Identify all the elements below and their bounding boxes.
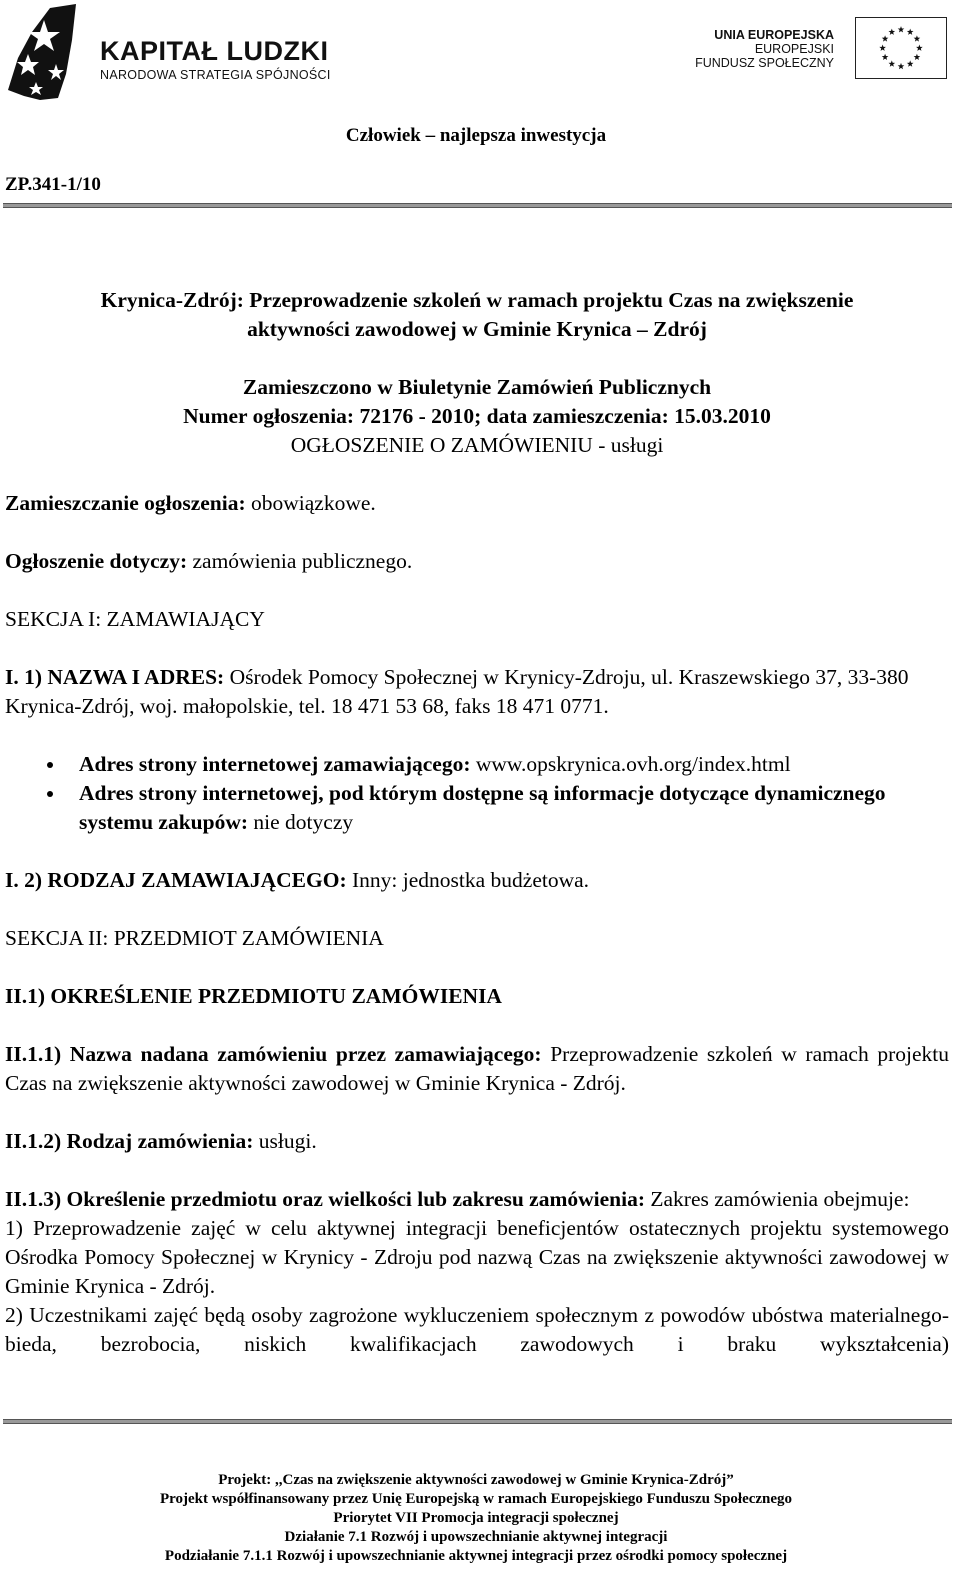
bullet-icon bbox=[47, 762, 53, 768]
website-label: Adres strony internetowej zamawiającego: bbox=[79, 752, 471, 776]
contract-kind-label: II.1.2) Rodzaj zamówienia: bbox=[5, 1129, 254, 1153]
notice-type: OGŁOSZENIE O ZAMÓWIENIU - usługi bbox=[290, 433, 664, 457]
eu-star-icon bbox=[888, 60, 895, 66]
motto: Człowiek – najlepsza inwestycja bbox=[345, 125, 607, 146]
logo-title: KAPITAŁ LUDZKI bbox=[100, 36, 329, 66]
notice-title bbox=[5, 286, 949, 344]
reference-number: ZP.341-1/10 bbox=[5, 174, 101, 195]
contracting-authority-name bbox=[5, 663, 949, 721]
page-header bbox=[0, 0, 960, 210]
contract-name-label: II.1.1) Nazwa nadana zamówieniu przez zamawiającego: bbox=[5, 1042, 542, 1066]
website-link[interactable]: www.opskrynica.ovh.org/index.html bbox=[475, 752, 791, 776]
notice-title-line-2: aktywności zawodowej w Gminie Krynica – Zdrój bbox=[247, 317, 707, 341]
mandatory-value: obowiązkowe. bbox=[251, 491, 376, 515]
name-address-value: Ośrodek Pomocy Społecznej w Krynicy-Zdroju, ul. Kraszewskiego 37, 33-380 Krynica-Zdrój, woj. małopolskie, tel. 18 471 53 68, faks 18 471 0771. bbox=[5, 665, 909, 718]
logo-subtitle: NARODOWA STRATEGIA SPÓJNOŚCI bbox=[100, 68, 331, 82]
authority-type-value: Inny: jednostka budżetowa. bbox=[352, 868, 590, 892]
dps-website-label: Adres strony internetowej, pod którym dostępne są informacje dotyczące dynamicznego systemu zakupów: bbox=[79, 781, 886, 834]
concerns-label: Ogłoszenie dotyczy: bbox=[5, 549, 188, 573]
footer-line-5: Podziałanie 7.1.1 Rozwój i upowszechnianie aktywnej integracji przez ośrodki pomocy społecznej bbox=[164, 1548, 788, 1564]
eu-star-icon bbox=[914, 35, 921, 41]
page-footer bbox=[0, 1471, 952, 1566]
document-body bbox=[5, 286, 949, 1359]
mandatory-field bbox=[5, 489, 949, 518]
contract-scope bbox=[5, 1185, 949, 1214]
list-item bbox=[79, 750, 949, 779]
header-divider bbox=[3, 203, 952, 208]
scope-item-1: 1) Przeprowadzenie zajęć w celu aktywnej integracji beneficjentów ostatecznych projektu systemowego Ośrodka Pomocy Społecznej w Krynicy - Zdroju pod nazwą Czas na zwiększenie aktywności zawodowej w Gminie Krynica - Zdrój. bbox=[5, 1216, 949, 1298]
list-item bbox=[79, 779, 949, 837]
eu-star-icon bbox=[916, 45, 923, 51]
scope-item-2: 2) Uczestnikami zajęć będą osoby zagrożone wykluczeniem społecznym z powodów ubóstwa materialnego-bieda, bezrobocia, niskich kwalifikacjach zawodowych i braku wykształcenia) bbox=[5, 1303, 949, 1356]
publication-line-1: Zamieszczono w Biuletynie Zamówień Publicznych bbox=[242, 375, 712, 399]
section-1-heading: SEKCJA I: ZAMAWIAJĄCY bbox=[5, 607, 265, 631]
dps-website-value: nie dotyczy bbox=[253, 810, 354, 834]
footer-line-3: Priorytet VII Promocja integracji społecznej bbox=[333, 1510, 619, 1526]
publication-line-2: Numer ogłoszenia: 72176 - 2010; data zamieszczenia: 15.03.2010 bbox=[183, 404, 771, 428]
notice-title-line-1: Krynica-Zdrój: Przeprowadzenie szkoleń w ramach projektu Czas na zwiększenie bbox=[100, 288, 854, 312]
eu-star-icon bbox=[907, 29, 914, 35]
eu-star-icon bbox=[907, 60, 914, 66]
eu-star-icon bbox=[898, 26, 905, 32]
concerns-field bbox=[5, 547, 949, 576]
subject-definition-heading: II.1) OKREŚLENIE PRZEDMIOTU ZAMÓWIENIA bbox=[5, 984, 502, 1008]
contract-name-value: Przeprowadzenie szkoleń w ramach projektu Czas na zwiększenie aktywności zawodowej w Gminie Krynica - Zdrój. bbox=[5, 1042, 950, 1095]
footer-line-1: Projekt: ,,Czas na zwiększenie aktywności zawodowej w Gminie Krynica-Zdrój” bbox=[218, 1472, 734, 1488]
eu-fund-label bbox=[695, 28, 834, 70]
eu-star-icon bbox=[898, 63, 905, 69]
eu-star-icon bbox=[882, 54, 889, 60]
section-2-heading: SEKCJA II: PRZEDMIOT ZAMÓWIENIA bbox=[5, 926, 384, 950]
eu-star-icon bbox=[888, 29, 895, 35]
contract-kind-value: usługi. bbox=[258, 1129, 317, 1153]
authority-type-label: I. 2) RODZAJ ZAMAWIAJĄCEGO: bbox=[5, 868, 347, 892]
contract-kind bbox=[5, 1127, 949, 1156]
contract-name bbox=[5, 1040, 949, 1098]
name-address-label: I. 1) NAZWA I ADRES: bbox=[5, 665, 225, 689]
footer-line-2: Projekt współfinansowany przez Unię Europejską w ramach Europejskiego Funduszu Społecznego bbox=[159, 1491, 793, 1507]
eu-star-icon bbox=[914, 54, 921, 60]
mandatory-label: Zamieszczanie ogłoszenia: bbox=[5, 491, 246, 515]
eu-line-3: FUNDUSZ SPOŁECZNY bbox=[695, 56, 834, 70]
eu-line-1: UNIA EUROPEJSKA bbox=[714, 28, 834, 42]
footer-divider bbox=[3, 1419, 952, 1424]
eu-star-icon bbox=[882, 35, 889, 41]
bullet-icon bbox=[47, 791, 53, 797]
footer-line-4: Działanie 7.1 Rozwój i upowszechnianie aktywnej integracji bbox=[284, 1529, 668, 1545]
kapital-ludzki-logo-icon bbox=[6, 2, 78, 104]
contract-scope-label: II.1.3) Określenie przedmiotu oraz wielkości lub zakresu zamówienia: bbox=[5, 1187, 645, 1211]
eu-flag-icon bbox=[855, 17, 947, 79]
publication-info bbox=[5, 373, 949, 460]
eu-star-icon bbox=[879, 45, 886, 51]
contract-scope-value: Zakres zamówienia obejmuje: bbox=[650, 1187, 910, 1211]
website-list bbox=[5, 750, 949, 837]
eu-line-2: EUROPEJSKI bbox=[754, 42, 834, 56]
authority-type bbox=[5, 866, 949, 895]
concerns-value: zamówienia publicznego. bbox=[192, 549, 413, 573]
